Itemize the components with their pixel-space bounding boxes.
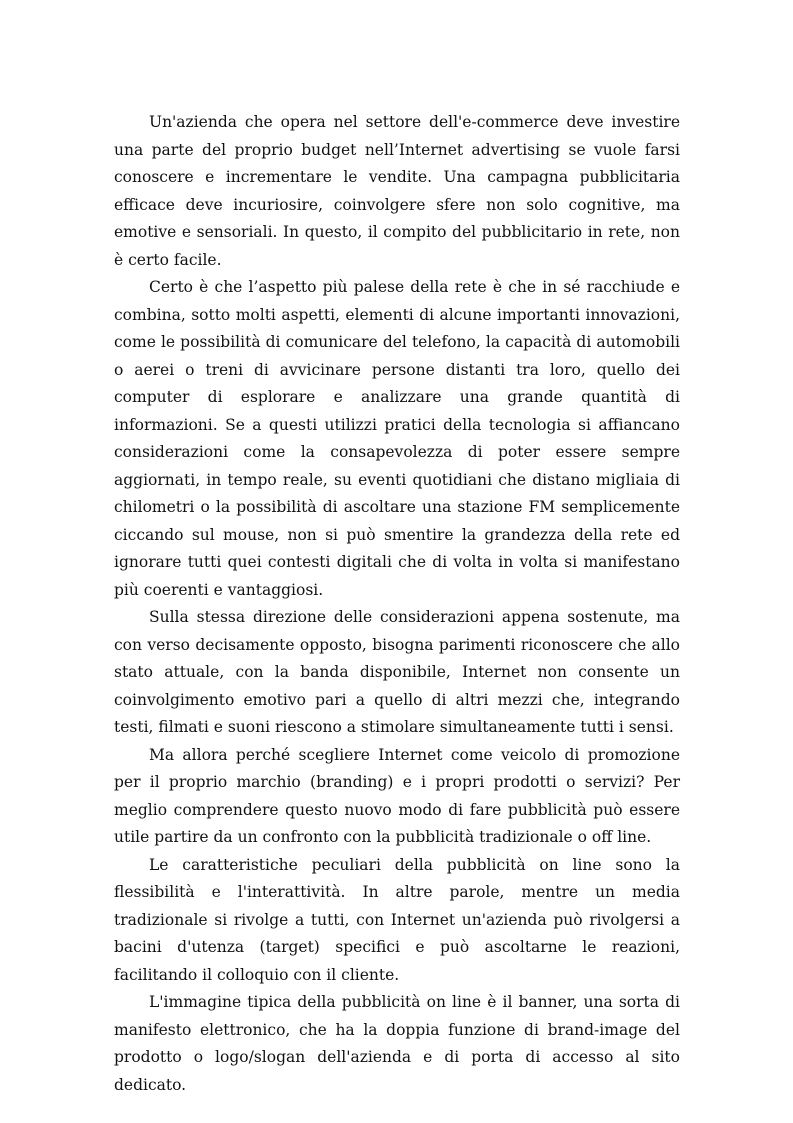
- paragraph-6: L'immagine tipica della pubblicità on line è il banner, una sorta di manifesto elettronico, che ha la doppia funzione di brand-image del prodotto o logo/slogan dell'azienda e di porta di accesso al sito dedicato.: [114, 993, 680, 1094]
- document-page: [114, 109, 680, 1099]
- paragraph-4: Ma allora perché scegliere Internet come veicolo di promozione per il proprio marchio (branding) e i propri prodotti o servizi? Per meglio comprendere questo nuovo modo di fare pubblicità può essere utile partire da un confronto con la pubblicità tradizionale o off line.: [114, 745, 680, 846]
- paragraph-2: Certo è che l’aspetto più palese della rete è che in sé racchiude e combina, sotto molti aspetti, elementi di alcune importanti innovazioni, come le possibilità di comunicare del telefono, la capacità di automobili o aerei o treni di avvicinare persone distanti tra loro, quello dei computer di esplorare e analizzare una grande quantità di informazioni. Se a questi utilizzi pratici della tecnologia si affiancano considerazioni come la consapevolezza di poter essere sempre aggiornati, in tempo reale, su eventi quotidiani che distano migliaia di chilometri o la possibilità di ascoltare una stazione FM semplicemente ciccando sul mouse, non si può smentire la grandezza della rete ed ignorare tutti quei contesti digitali che di volta in volta si manifestano più coerenti e vantaggiosi.: [114, 278, 680, 599]
- paragraph-1: Un'azienda che opera nel settore dell'e-commerce deve investire una parte del proprio budget nell’Internet advertising se vuole farsi conoscere e incrementare le vendite. Una campagna pubblicitaria efficace deve incuriosire, coinvolgere sfere non solo cognitive, ma emotive e sensoriali. In questo, il compito del pubblicitario in rete, non è certo facile.: [114, 113, 680, 269]
- paragraph-3: Sulla stessa direzione delle considerazioni appena sostenute, ma con verso decisamente opposto, bisogna parimenti riconoscere che allo stato attuale, con la banda disponibile, Internet non consente un coinvolgimento emotivo pari a quello di altri mezzi che, integrando testi, filmati e suoni riescono a stimolare simultaneamente tutti i sensi.: [114, 608, 680, 736]
- paragraph-5: Le caratteristiche peculiari della pubblicità on line sono la flessibilità e l'interattività. In altre parole, mentre un media tradizionale si rivolge a tutti, con Internet un'azienda può rivolgersi a bacini d'utenza (target) specifici e può ascoltarne le reazioni, facilitando il colloquio con il cliente.: [114, 855, 680, 984]
